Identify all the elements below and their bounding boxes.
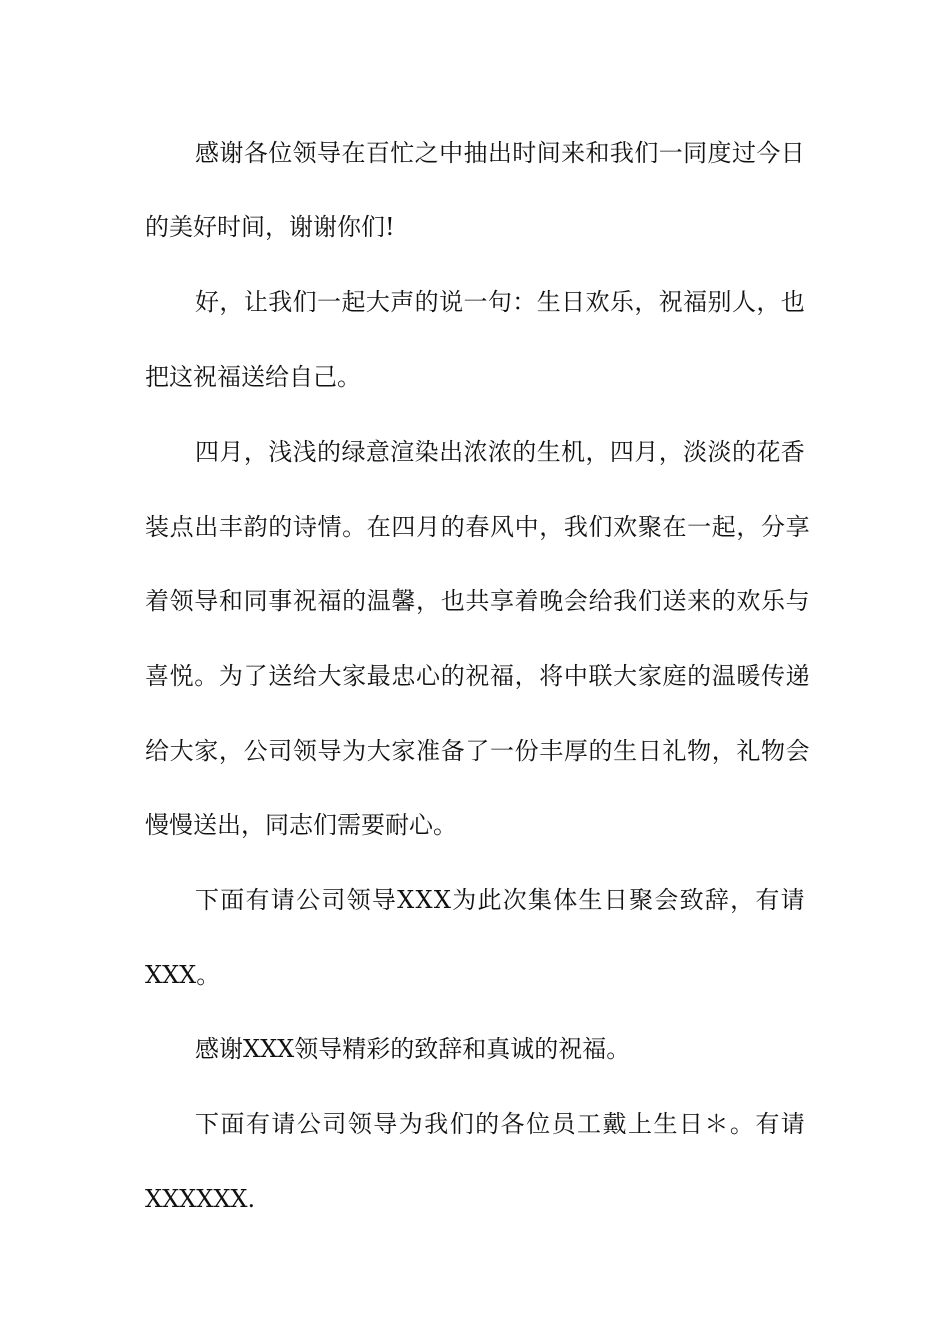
paragraph-5-line-1: 感谢XXX领导精彩的致辞和真诚的祝福。: [195, 1035, 631, 1063]
paragraph-2-line-1: 好 ， 让 我 们 一 起 大 声 的 说 一 句 ： 生 日 欢 乐 ， 祝 福 别 人 ， 也: [195, 288, 805, 316]
paragraph-4-line-1: 下 面 有 请 公 司 领 导 X X X 为 此 次 集 体 生 日 聚 会 致 辞 ， 有 请: [195, 886, 805, 914]
paragraph-6-line-2: XXXXXX.: [145, 1185, 256, 1213]
paragraph-1-line-1: 感 谢 各 位 领 导 在 百 忙 之 中 抽 出 时 间 来 和 我 们 一 同 度 过 今 日: [195, 139, 805, 167]
paragraph-1-line-2: 的美好时间，谢谢你们!: [145, 213, 395, 241]
paragraph-3-line-5: 给 大 家 ， 公 司 领 导 为 大 家 准 备 了 一 份 丰 厚 的 生 日 礼 物 ， 礼 物 会: [145, 737, 810, 765]
paragraph-6-line-1: 下 面 有 请 公 司 领 导 为 我 们 的 各 位 员 工 戴 上 生 日 ＊ 。 有 请: [195, 1110, 805, 1138]
paragraph-3-line-3: 着 领 导 和 同 事 祝 福 的 温 馨 ， 也 共 享 着 晚 会 给 我 们 送 来 的 欢 乐 与: [145, 587, 810, 615]
paragraph-2-line-2: 把这祝福送给自己。: [145, 363, 361, 391]
paragraph-3-line-6: 慢慢送出，同志们需要耐心。: [145, 811, 457, 839]
paragraph-4-line-2: XXX。: [145, 961, 221, 989]
paragraph-3-line-4: 喜 悦 。 为 了 送 给 大 家 最 忠 心 的 祝 福 ， 将 中 联 大 家 庭 的 温 暖 传 递: [145, 662, 810, 690]
paragraph-3-line-2: 装 点 出 丰 韵 的 诗 情 。 在 四 月 的 春 风 中 ， 我 们 欢 聚 在 一 起 ， 分 享: [145, 513, 810, 541]
paragraph-3-line-1: 四 月 ， 浅 浅 的 绿 意 渲 染 出 浓 浓 的 生 机 ， 四 月 ， 淡 淡 的 花 香: [195, 438, 805, 466]
